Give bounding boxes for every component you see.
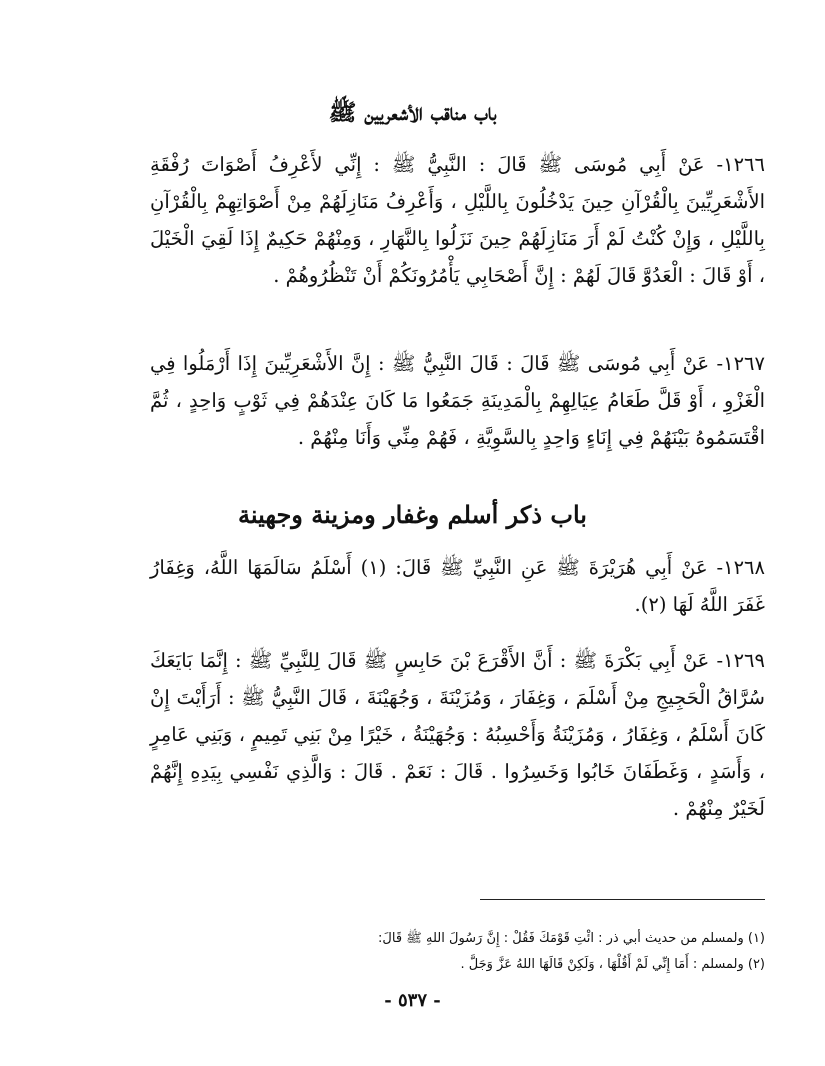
hadith-number: ١٢٦٩- <box>716 649 765 672</box>
hadith-1269 <box>150 642 765 827</box>
chapter-heading-aslam-ghifar: باب ذكر أسلم وغفار ومزينة وجهينة <box>238 500 587 529</box>
footnote-2: (٢) ولمسلم : أَمَا إِنِّي لَمْ أَقُلْهَا ، وَلَكِنْ قَالَهَا اللهُ عَزَّ وَجَلَّ . <box>460 957 765 972</box>
hadith-text: عَنْ أَبِي مُوسَى ﷺ قَالَ : قَالَ النَّبِيُّ ﷺ : إِنَّ الأَشْعَرِيِّينَ إِذَا أَرْمَلُوا فِي الْغَزْوِ ، أَوْ قَلَّ طَعَامُ عِيَالِهِمْ بِالْمَدِينَةِ جَمَعُوا مَا كَانَ عِنْدَهُمْ فِي ثَوْبٍ وَاحِدٍ ، ثُمَّ اقْتَسَمُوهُ بَيْنَهُمْ فِي إِنَاءٍ وَاحِدٍ بِالسَّوِيَّةِ ، فَهُمْ مِنِّي وَأَنَا مِنْهُمْ . <box>150 352 765 449</box>
hadith-1266 <box>150 146 765 294</box>
page-number: - ٥٣٧ - <box>384 990 441 1011</box>
footnote-1: (١) ولمسلم من حديث أبي ذر : ائْتِ قَوْمَكَ فَقُلْ : إِنَّ رَسُولَ اللهِ ﷺ قَالَ: <box>378 931 765 946</box>
hadith-1268 <box>150 549 765 623</box>
hadith-text: عَنْ أَبِي بَكْرَةَ ﷺ : أَنَّ الأَقْرَعَ بْنَ حَابِسٍ ﷺ قَالَ لِلنَّبِيِّ ﷺ : إِنَّمَا بَايَعَكَ سُرَّاقُ الْحَجِيجِ مِنْ أَسْلَمَ ، وَغِفَارَ ، وَمُزَيْنَةَ ، وَجُهَيْنَةَ ، قَالَ النَّبِيُّ ﷺ : أَرَأَيْتَ إِنْ كَانَ أَسْلَمُ ، وَغِفَارُ ، وَمُزَيْنَةُ وَأَحْسِبُهُ : وَجُهَيْنَةُ ، خَيْرًا مِنْ بَنِي تَمِيمٍ ، وَبَنِي عَامِرٍ ، وَأَسَدٍ ، وَغَطَفَانَ خَابُوا وَخَسِرُوا . قَالَ : نَعَمْ . قَالَ : وَالَّذِي نَفْسِي بِيَدِهِ إِنَّهُمْ لَخَيْرٌ مِنْهُمْ . <box>150 649 765 820</box>
hadith-number: ١٢٦٧- <box>716 352 765 375</box>
hadith-number: ١٢٦٨- <box>716 556 765 579</box>
hadith-text: عَنْ أَبِي هُرَيْرَةَ ﷺ عَنِ النَّبِيِّ ﷺ قَالَ: (١) أَسْلَمُ سَالَمَهَا اللَّهُ، وَغِفَارُ غَفَرَ اللَّهُ لَهَا (٢). <box>150 556 765 616</box>
footnote-divider <box>480 899 765 900</box>
chapter-heading-ashariyyin: باب مناقب الأشعريين ﷺ <box>328 99 497 126</box>
hadith-1267 <box>150 345 765 456</box>
hadith-text: عَنْ أَبِي مُوسَى ﷺ قَالَ : النَّبِيُّ ﷺ : إِنِّي لأَعْرِفُ أَصْوَاتَ رُفْقَةِ الأَشْعَرِيِّينَ بِالْقُرْآنِ حِينَ يَدْخُلُونَ بِاللَّيْلِ ، وَأَعْرِفُ مَنَازِلَهُمْ مِنْ أَصْوَاتِهِمْ بِالْقُرْآنِ بِاللَّيْلِ ، وَإِنْ كُنْتُ لَمْ أَرَ مَنَازِلَهُمْ حِينَ نَزَلُوا بِالنَّهَارِ ، وَمِنْهُمْ حَكِيمٌ إِذَا لَقِيَ الْخَيْلَ ، أَوْ قَالَ : الْعَدُوَّ قَالَ لَهُمْ : إِنَّ أَصْحَابِي يَأْمُرُونَكُمْ أَنْ تَنْظُرُوهُمْ . <box>150 153 765 287</box>
hadith-number: ١٢٦٦- <box>716 153 766 176</box>
